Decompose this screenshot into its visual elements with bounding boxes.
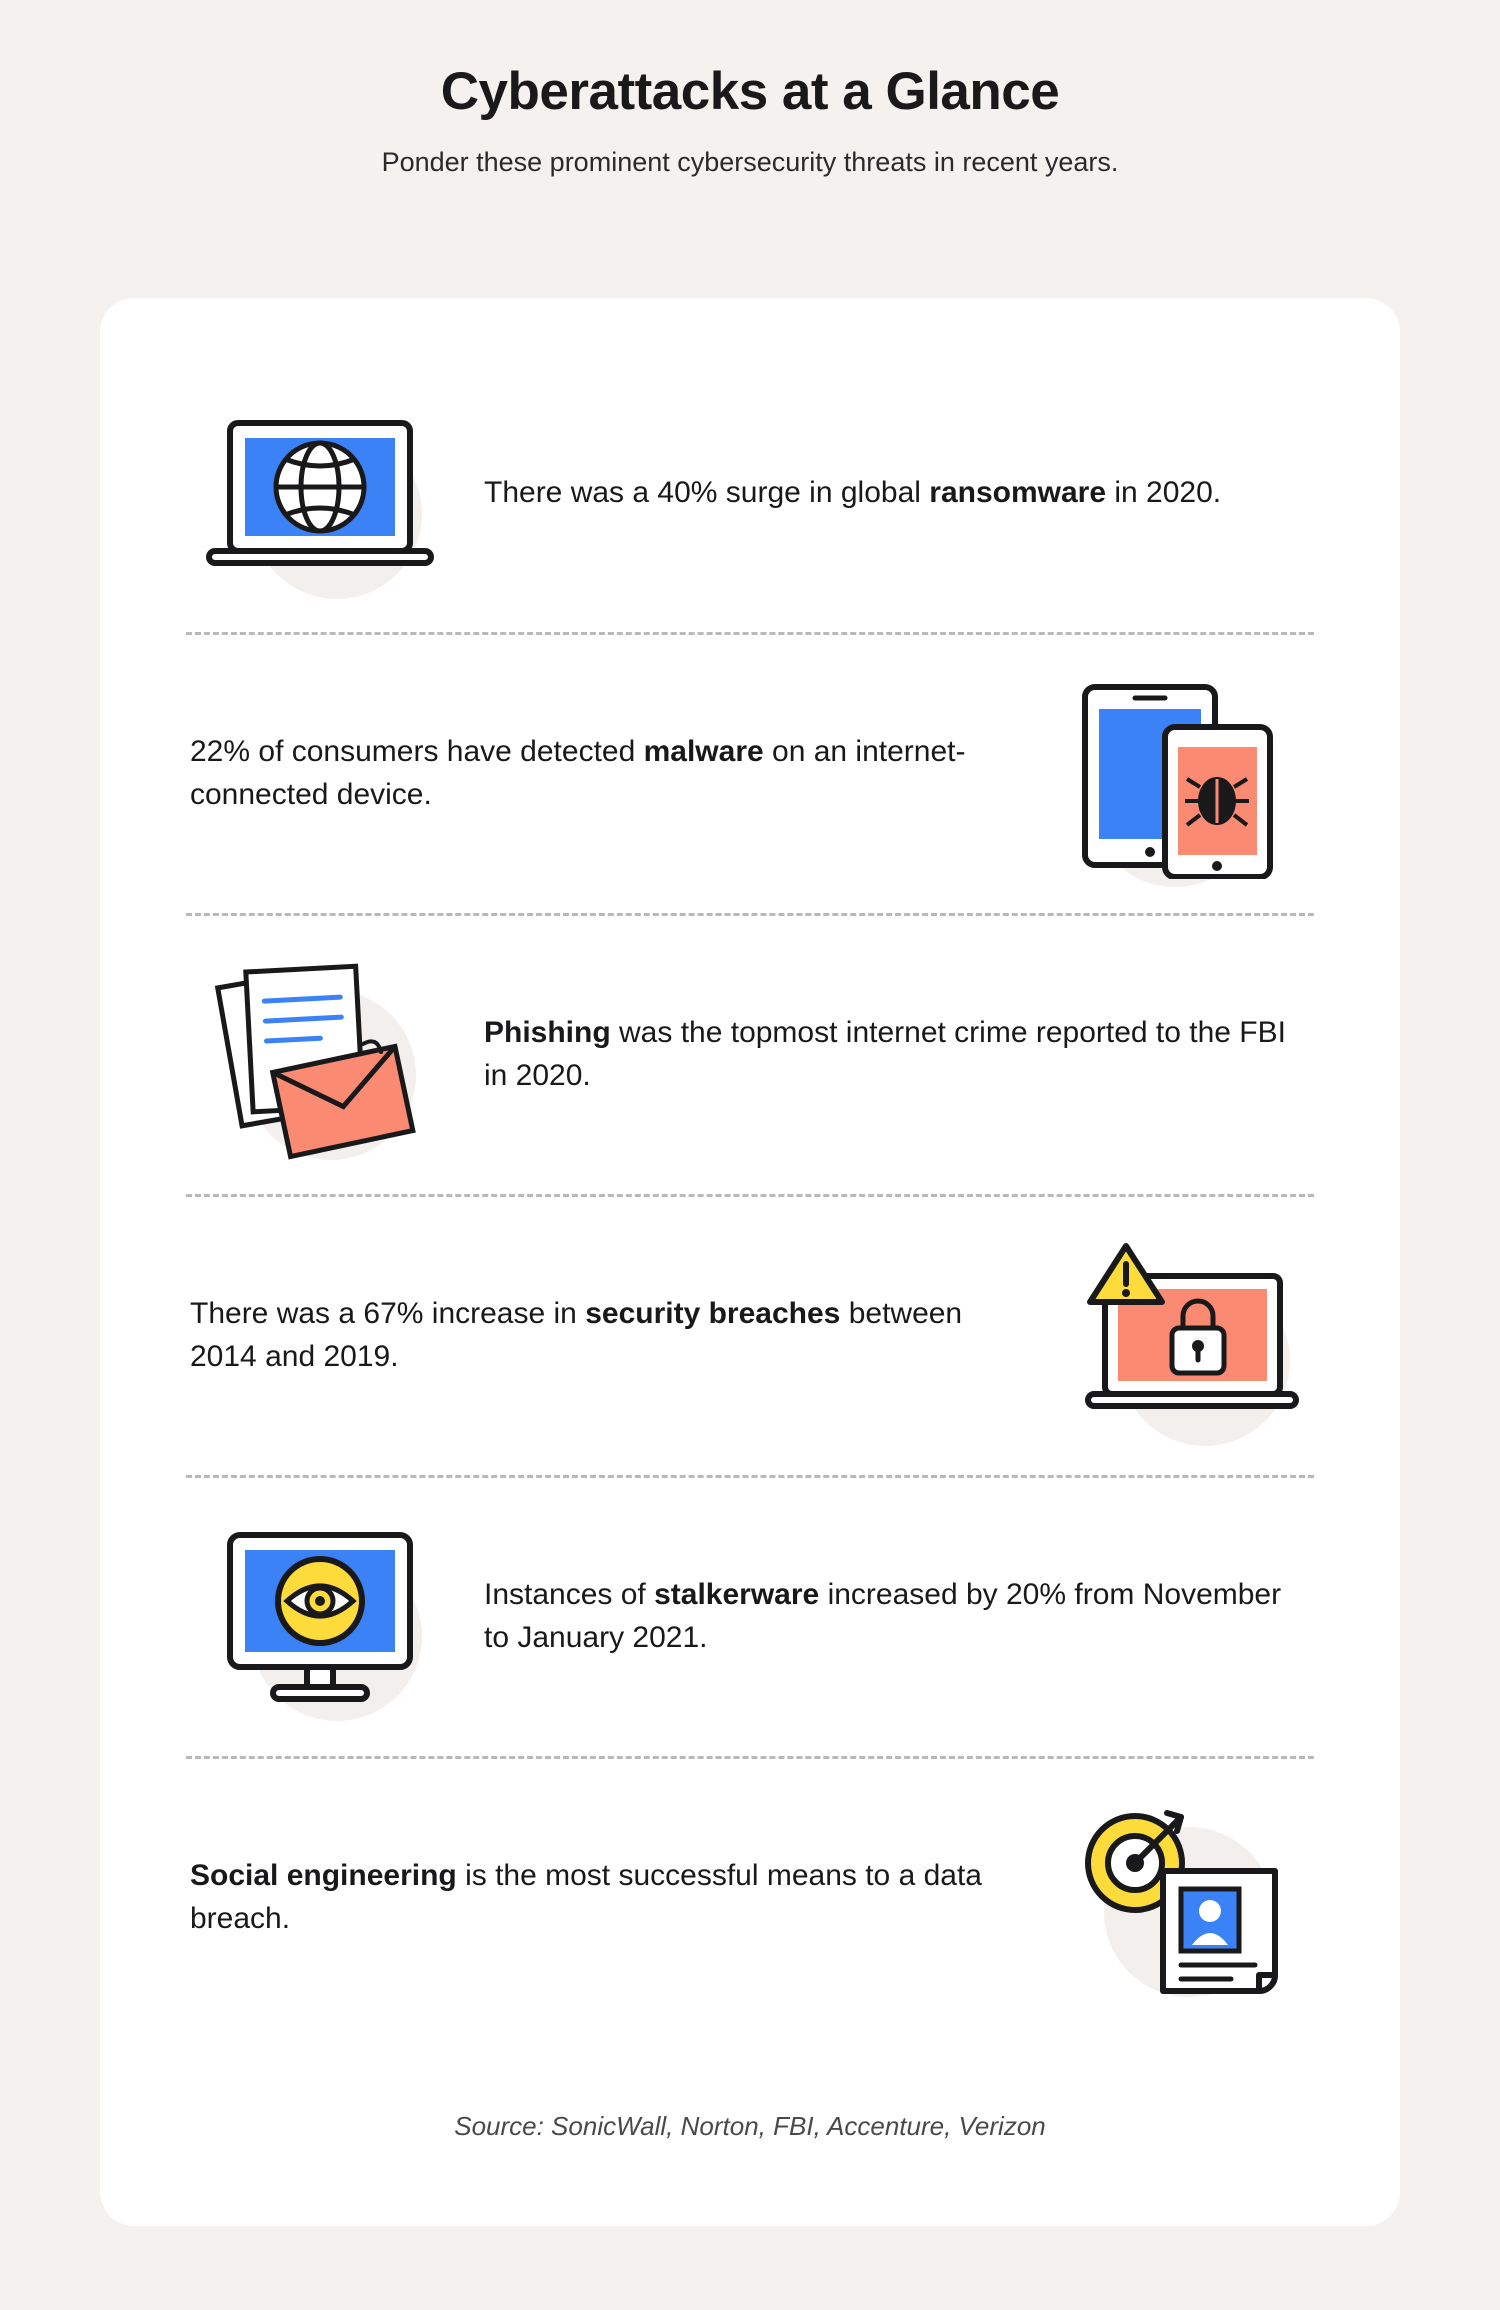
list-item-text: Social engineering is the most successful means to a data breach.: [190, 1859, 982, 1935]
list-item-text: There was a 40% surge in global ransomware in 2020.: [484, 475, 1222, 509]
monitor-eye-art: [195, 1517, 445, 1717]
documents-envelope-icon: [180, 950, 460, 1160]
list-item: [180, 1478, 1320, 1756]
list-item-text: Phishing was the topmost internet crime reported to the FBI in 2020.: [484, 1016, 1286, 1092]
stats-card: [100, 298, 1400, 2226]
list-item-text: 22% of consumers have detected malware on an internet-connected device.: [190, 735, 966, 811]
laptop-lock-warning-icon: [1040, 1236, 1320, 1436]
list-item-text: Instances of stalkerware increased by 20% from November to January 2021.: [484, 1578, 1282, 1654]
target-profile-document-art: [1055, 1793, 1305, 2003]
list-item: [180, 354, 1320, 632]
list-item-text: There was a 67% increase in security breaches between 2014 and 2019.: [190, 1297, 963, 1373]
source-note: Source: SonicWall, Norton, FBI, Accenture, Verizon: [454, 2111, 1046, 2141]
documents-envelope-art: [195, 950, 445, 1160]
stats-list: [180, 354, 1320, 2037]
page-subtitle: Ponder these prominent cybersecurity threats in recent years.: [381, 146, 1119, 177]
header: [0, 0, 1500, 178]
list-item: [180, 1759, 1320, 2037]
laptop-globe-art: [195, 393, 445, 593]
tablet-phone-bug-icon: [1040, 669, 1320, 879]
page-title: Cyberattacks at a Glance: [440, 62, 1060, 121]
monitor-eye-icon: [180, 1517, 460, 1717]
list-item: [180, 916, 1320, 1194]
list-item: [180, 635, 1320, 913]
laptop-lock-warning-art: [1050, 1236, 1310, 1436]
list-item: [180, 1197, 1320, 1475]
laptop-globe-icon: [180, 393, 460, 593]
target-profile-document-icon: [1040, 1793, 1320, 2003]
tablet-phone-bug-art: [1055, 669, 1305, 879]
